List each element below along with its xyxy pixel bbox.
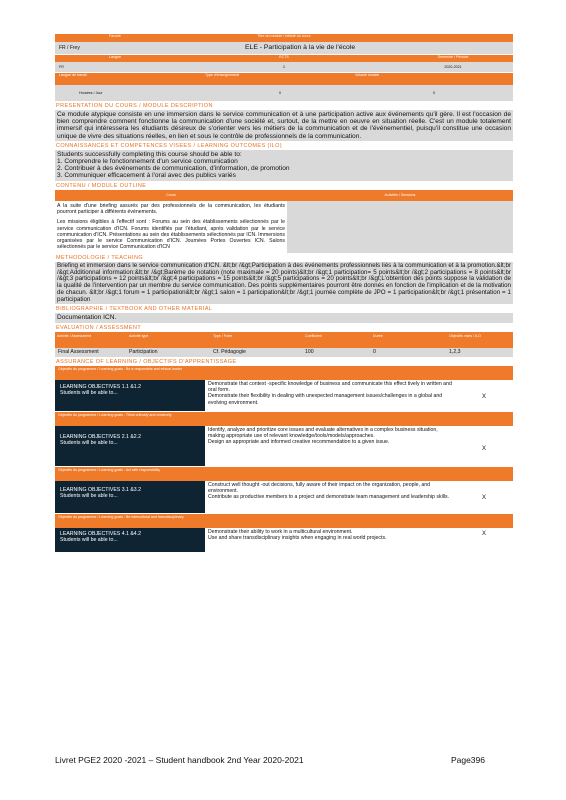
type-value: 0 — [279, 91, 281, 95]
eval-table-row — [55, 348, 513, 357]
header-cell: ECTS — [279, 55, 289, 59]
assurance-header: Objectifs du programme / Learning goals : Be intercultural and transdisciplinary — [55, 514, 513, 528]
assurance-mark: X — [481, 393, 486, 400]
header-cell: Titre du module / intitulé du cours — [257, 34, 311, 38]
assurance-desc-line: Demonstrate that context -specific knowledge of business and communicate this effect tively in written and oral form. — [208, 380, 452, 393]
header-cell: Faculté — [109, 34, 121, 38]
header-row-1 — [55, 34, 513, 42]
assurance-desc — [205, 426, 455, 466]
assurance-desc-line: Demonstrate their flexibility in dealing with unexpected management issues/challenges in a global and evolving environment. — [208, 393, 443, 406]
section-title-biblio: BIBLIOGRAPHIE / TEXTBOOK AND OTHER MATERIAL — [56, 306, 213, 313]
assurance-row — [55, 426, 513, 466]
eval-header-cell: Objectifs visés / ILO — [449, 333, 481, 338]
page-number: Page396 — [450, 755, 485, 765]
header-row-3 — [55, 55, 513, 62]
assurance-label-line: LEARNING OBJECTIVES 2.1 &2.2 — [60, 433, 142, 440]
assurance-mark: X — [481, 530, 486, 537]
assurance-desc-line: Use and share transdisciplinary insights when engaging in real world projects. — [208, 534, 387, 541]
section-title-assurance: ASSURANCE OF LEARNING / OBJECTIFS D'APPRENTISSAGE — [56, 358, 237, 365]
assurance-label-line: LEARNING OBJECTIVES 1.1 &1.2 — [60, 383, 142, 390]
header-cell: Volume horaire — [355, 73, 380, 77]
assurance-label-line: Students will be able to... — [60, 492, 118, 499]
content-table-header — [55, 190, 513, 201]
eval-cell: 0 — [373, 348, 376, 355]
ects-value: 2 — [283, 65, 285, 69]
eval-header-cell: Durée — [373, 333, 383, 338]
assurance-block — [55, 514, 513, 552]
assurance-desc-line: Construct well thought -out decisions, fully aware of their impact on the organization, people, and environment. — [208, 481, 431, 494]
header-cell: Langue — [109, 55, 121, 59]
eval-table-header — [55, 332, 513, 348]
footer-title: Livret PGE2 2020 -2021 – Student handbook 2nd Year 2020-2021 — [55, 755, 304, 765]
activities-cell — [287, 201, 513, 253]
assurance-label — [55, 380, 205, 411]
assurance-desc-line: Design an appropriate and informed creative recommendation to a given issue. — [208, 439, 390, 446]
assurance-desc — [205, 380, 455, 411]
assurance-desc-line: Contribute as productive members to a project and demonstrate team management and leadership skills. — [208, 494, 450, 501]
eval-cell: 1,2,3 — [449, 348, 461, 355]
content-text-cell — [55, 201, 287, 253]
language-value: FR — [59, 65, 64, 69]
header-row-2 — [55, 42, 513, 54]
eval-cell: Participation — [129, 348, 158, 355]
module-title: ELE - Participation à la vie de l'école — [245, 44, 356, 51]
method-text: Briefing et immersion dans le service communication d'ICN. &lt;br /&gt;Participation à des événements professionnels liés à la communication et à la promotion.&lt;br /&gt;Additionnal information:&lt;br /&gt;Barème de notation (note maximale = 20 points)&lt;br /&gt;1 participation= 5 points&lt;br /&gt;2 participations = 8 points&lt;br /&gt;3 participations = 12 points&lt;br /&gt;4 participations = 15 points&lt;br /&gt;5 participations = 20 points&lt;br /&gt;L'obtention des points suppose la validation de la qualité de l'intervention par un membre du service communication. Des points supplémentaires pourront être donnés en fonction de l'implication et de la motivation de chacun. &lt;br /&gt;1 forum = 1 participation&lt;br /&gt;1 salon = 1 participation&lt;br /&gt;1 journée complète de JPO = 1 participation&lt;br /&gt;1 présentation = 1 participation — [57, 261, 511, 303]
schedule-value: Horaires / Jour — [79, 91, 103, 95]
assurance-label-line: LEARNING OBJECTIVES 4.1 &4.2 — [60, 530, 142, 537]
eval-cell: Final Assessment — [58, 348, 99, 355]
semester-value: 2020-2021 — [444, 65, 462, 69]
objectives-line: 3. Communiquer efficacement à l'oral avec des publics variés — [57, 172, 236, 180]
assurance-header: Objectifs du programme / Learning goals : Be a responsible and ethical leader — [55, 366, 513, 380]
eval-header-cell: Activité type — [129, 333, 149, 338]
document-page — [55, 34, 513, 552]
eval-header-cell: Activité / Assessment — [57, 333, 91, 338]
content-table-row — [55, 201, 513, 253]
section-title-objectives: CONNAISSANCES ET COMPETENCES VISEES / LEARNING OUTCOMES (ILO) — [56, 142, 283, 149]
content-header-cell: Cours — [166, 192, 176, 197]
volume-value: 5 — [433, 91, 435, 95]
header-row-4 — [55, 62, 513, 72]
header-row-5 — [55, 73, 513, 85]
header-cell: Semestre / Période — [437, 55, 469, 59]
assurance-block — [55, 467, 513, 513]
objectives-line: 1. Comprendre le fonctionnement d'un service communication — [57, 158, 238, 166]
assurance-label-line: Students will be able to... — [60, 536, 118, 543]
assurance-desc-line: Identify, analyze and prioritize core issues and evaluate alternatives in a complex business situation, making appropriate use of relevant knowledge/tools/models/approaches. — [208, 426, 438, 439]
assurance-desc — [205, 481, 455, 513]
section-title-method: METHODOLOGIE / TEACHING — [56, 254, 144, 261]
assurance-desc-line: Demonstrate their ability to work in a multicultural environment. — [208, 528, 353, 535]
page-footer — [55, 755, 485, 765]
assurance-label — [55, 481, 205, 513]
assurance-header: Objectifs du programme / Learning goals : Act with responsibility — [55, 467, 513, 481]
section-title-content: CONTENU / MODULE OUTLINE — [56, 182, 147, 189]
assurance-label-line: LEARNING OBJECTIVES 3.1 &3.2 — [60, 486, 142, 493]
content-paragraph: Les missions éligibles à l'effectif sont : Forums au sein des établissements sélectionnés par le service communication d'ICN. Forums identifiés par l'étudiant, après validation par le service communication d'ICN. Présentations au sein des établissements sélectionnés par ICN. Immersions organisées par le service Communication d'ICN. Journées Portes Ouvertes ICN. Salons sélectionnés par le service Communication d'ICN — [57, 219, 285, 251]
assurance-mark: X — [481, 494, 486, 501]
assurance-row — [55, 528, 513, 552]
header-cell: Langue de travail — [59, 73, 87, 77]
objectives-line: 2. Contribuer à des événements de communication, d'information, de promotion — [57, 165, 290, 173]
content-header-cell: Activités / Sessions — [384, 192, 416, 197]
header-cell — [393, 34, 513, 42]
objectives-block — [55, 150, 513, 181]
objectives-line: Students successfully completing this course should be able to: — [57, 150, 242, 158]
content-paragraph: A la suite d'une briefing assurés par des professionnels de la communication, les étudiants pourront participer à différents événements. — [57, 202, 285, 215]
section-title-presentation: PRESENTATION DU COURS / MODULE DESCRIPTION — [56, 103, 213, 109]
assurance-label-line: Students will be able to... — [60, 439, 118, 446]
assurance-row — [55, 380, 513, 411]
eval-header-cell: Coefficient — [305, 333, 322, 338]
assurance-label-line: Students will be able to... — [60, 389, 118, 396]
assurance-block — [55, 412, 513, 466]
assurance-label — [55, 528, 205, 552]
assurance-desc — [205, 528, 455, 552]
header-row-6 — [55, 85, 513, 101]
faculty-value: FR / Frey — [59, 45, 80, 51]
eval-cell: 100 — [305, 348, 314, 355]
eval-cell: Cf. Pédagogie — [213, 348, 246, 355]
assurance-header: Objectifs du programme / Learning goals : Think critically and creatively — [55, 412, 513, 426]
eval-header-cell: Type / Form — [213, 333, 233, 338]
assurance-mark: X — [481, 445, 486, 452]
assurance-block — [55, 366, 513, 411]
header-cell: Type d'enseignement — [205, 73, 240, 77]
assurance-row — [55, 481, 513, 513]
presentation-text: Ce module atypique consiste en une immersion dans le service communication et à une participation active aux événements qu'il gère. Il est l'occasion de bien comprendre comment fonctionne la communication d'une société et, surtout, de la mettre en oeuvre en situation réelle. C'est un module totalement immersif qui intéressera les étudiants désireux de s'orienter vers les métiers de la communication et de l'événementiel, puisqu'il constitue une occasion unique de vivre des situations réelles, en lien et sous le contrôle de professionnels de la communication. — [57, 111, 511, 140]
biblio-text: Documentation ICN. — [55, 313, 513, 322]
section-title-evaluation: EVALUATION / ASSESSMENT — [56, 324, 142, 331]
assurance-label — [55, 426, 205, 466]
